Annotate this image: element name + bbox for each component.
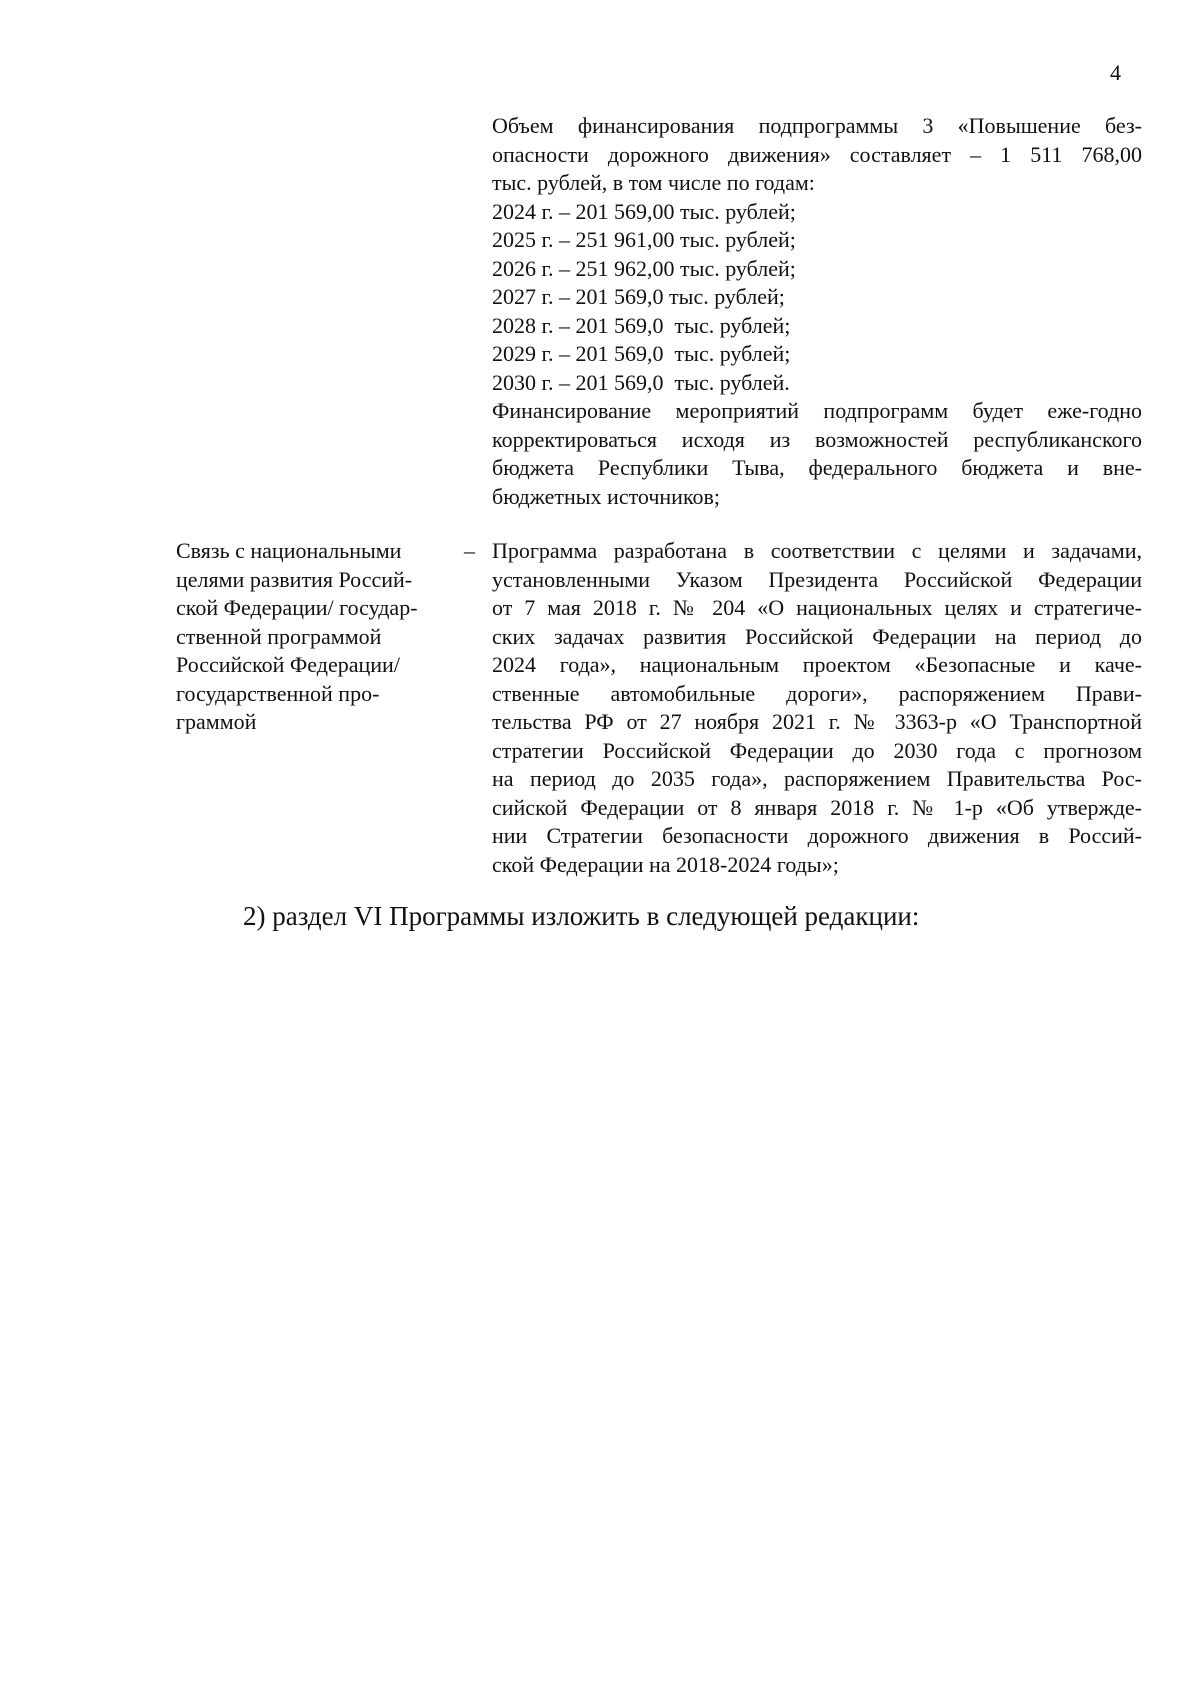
national-goals-text [492,537,1142,879]
funding-intro-line: опасности дорожного движения» составляет – 1 511 768,00 [492,141,1142,167]
national-text-line: сийской Федерации от 8 января 2018 г. № 1-р «Об утвержде- [492,794,1142,820]
national-text-line: на период до 2035 года», распоряжением Правительства Рос- [492,766,1142,791]
national-text-line: ских задачах развития Российской Федерации на период до [492,623,1142,649]
funding-intro-line: Объем финансирования подпрограммы 3 «Повышение без- [492,113,1142,138]
label-line: ственной программой [176,623,382,649]
funding-year-line: 2026 г. – 251 962,00 тыс. рублей; [492,255,796,281]
funding-year-line: 2024 г. – 201 569,00 тыс. рублей; [492,198,796,224]
national-text-line: от 7 мая 2018 г. № 204 «О национальных целях и стратегиче- [492,595,1142,620]
page-number: 4 [1110,60,1121,85]
national-text-line: тельства РФ от 27 ноября 2021 г. № 3363-р «О Транспортной [492,709,1142,734]
national-text-line: 2024 года», национальным проектом «Безопасные и каче- [492,652,1142,677]
national-text-line: ственные автомобильные дороги», распоряжением Прави- [492,680,1142,706]
funding-note-line: Финансирование мероприятий подпрограмм будет еже-годно [492,398,1142,423]
label-line: ской Федерации/ государ- [176,595,418,620]
funding-year-line: 2029 г. – 201 569,0 тыс. рублей; [492,341,791,366]
national-text-line: Программа разработана в соответствии с целями и задачами, [492,538,1142,563]
national-text-line: установленными Указом Президента Российской Федерации [492,566,1142,592]
label-line: граммой [176,709,257,734]
funding-year-line: 2027 г. – 201 569,0 тыс. рублей; [492,284,785,309]
funding-note-line: бюджета Республики Тыва, федерального бюджета и вне- [492,455,1142,480]
national-goals-label [176,537,446,737]
label-dash: – [464,538,475,563]
national-text-line: стратегии Российской Федерации до 2030 года с прогнозом [492,737,1142,763]
label-line: государственной про- [176,680,380,706]
funding-year-line: 2025 г. – 251 961,00 тыс. рублей; [492,227,796,252]
funding-block [492,112,1142,511]
funding-intro-line: тыс. рублей, в том числе по годам: [492,170,815,195]
label-line: Российской Федерации/ [176,652,400,677]
section-instruction: 2) раздел VI Программы изложить в следующей редакции: [243,901,920,931]
funding-year-line: 2030 г. – 201 569,0 тыс. рублей. [492,369,790,395]
label-line: целями развития Россий- [176,566,413,592]
funding-note-line: бюджетных источников; [492,483,721,509]
national-text-line: нии Стратегии безопасности дорожного движения в Россий- [492,823,1142,848]
funding-note-line: корректироваться исходя из возможностей республиканского [492,426,1142,452]
national-text-line: ской Федерации на 2018-2024 годы»; [492,851,839,877]
label-line: Связь с национальными [176,538,402,563]
funding-year-line: 2028 г. – 201 569,0 тыс. рублей; [492,312,791,338]
